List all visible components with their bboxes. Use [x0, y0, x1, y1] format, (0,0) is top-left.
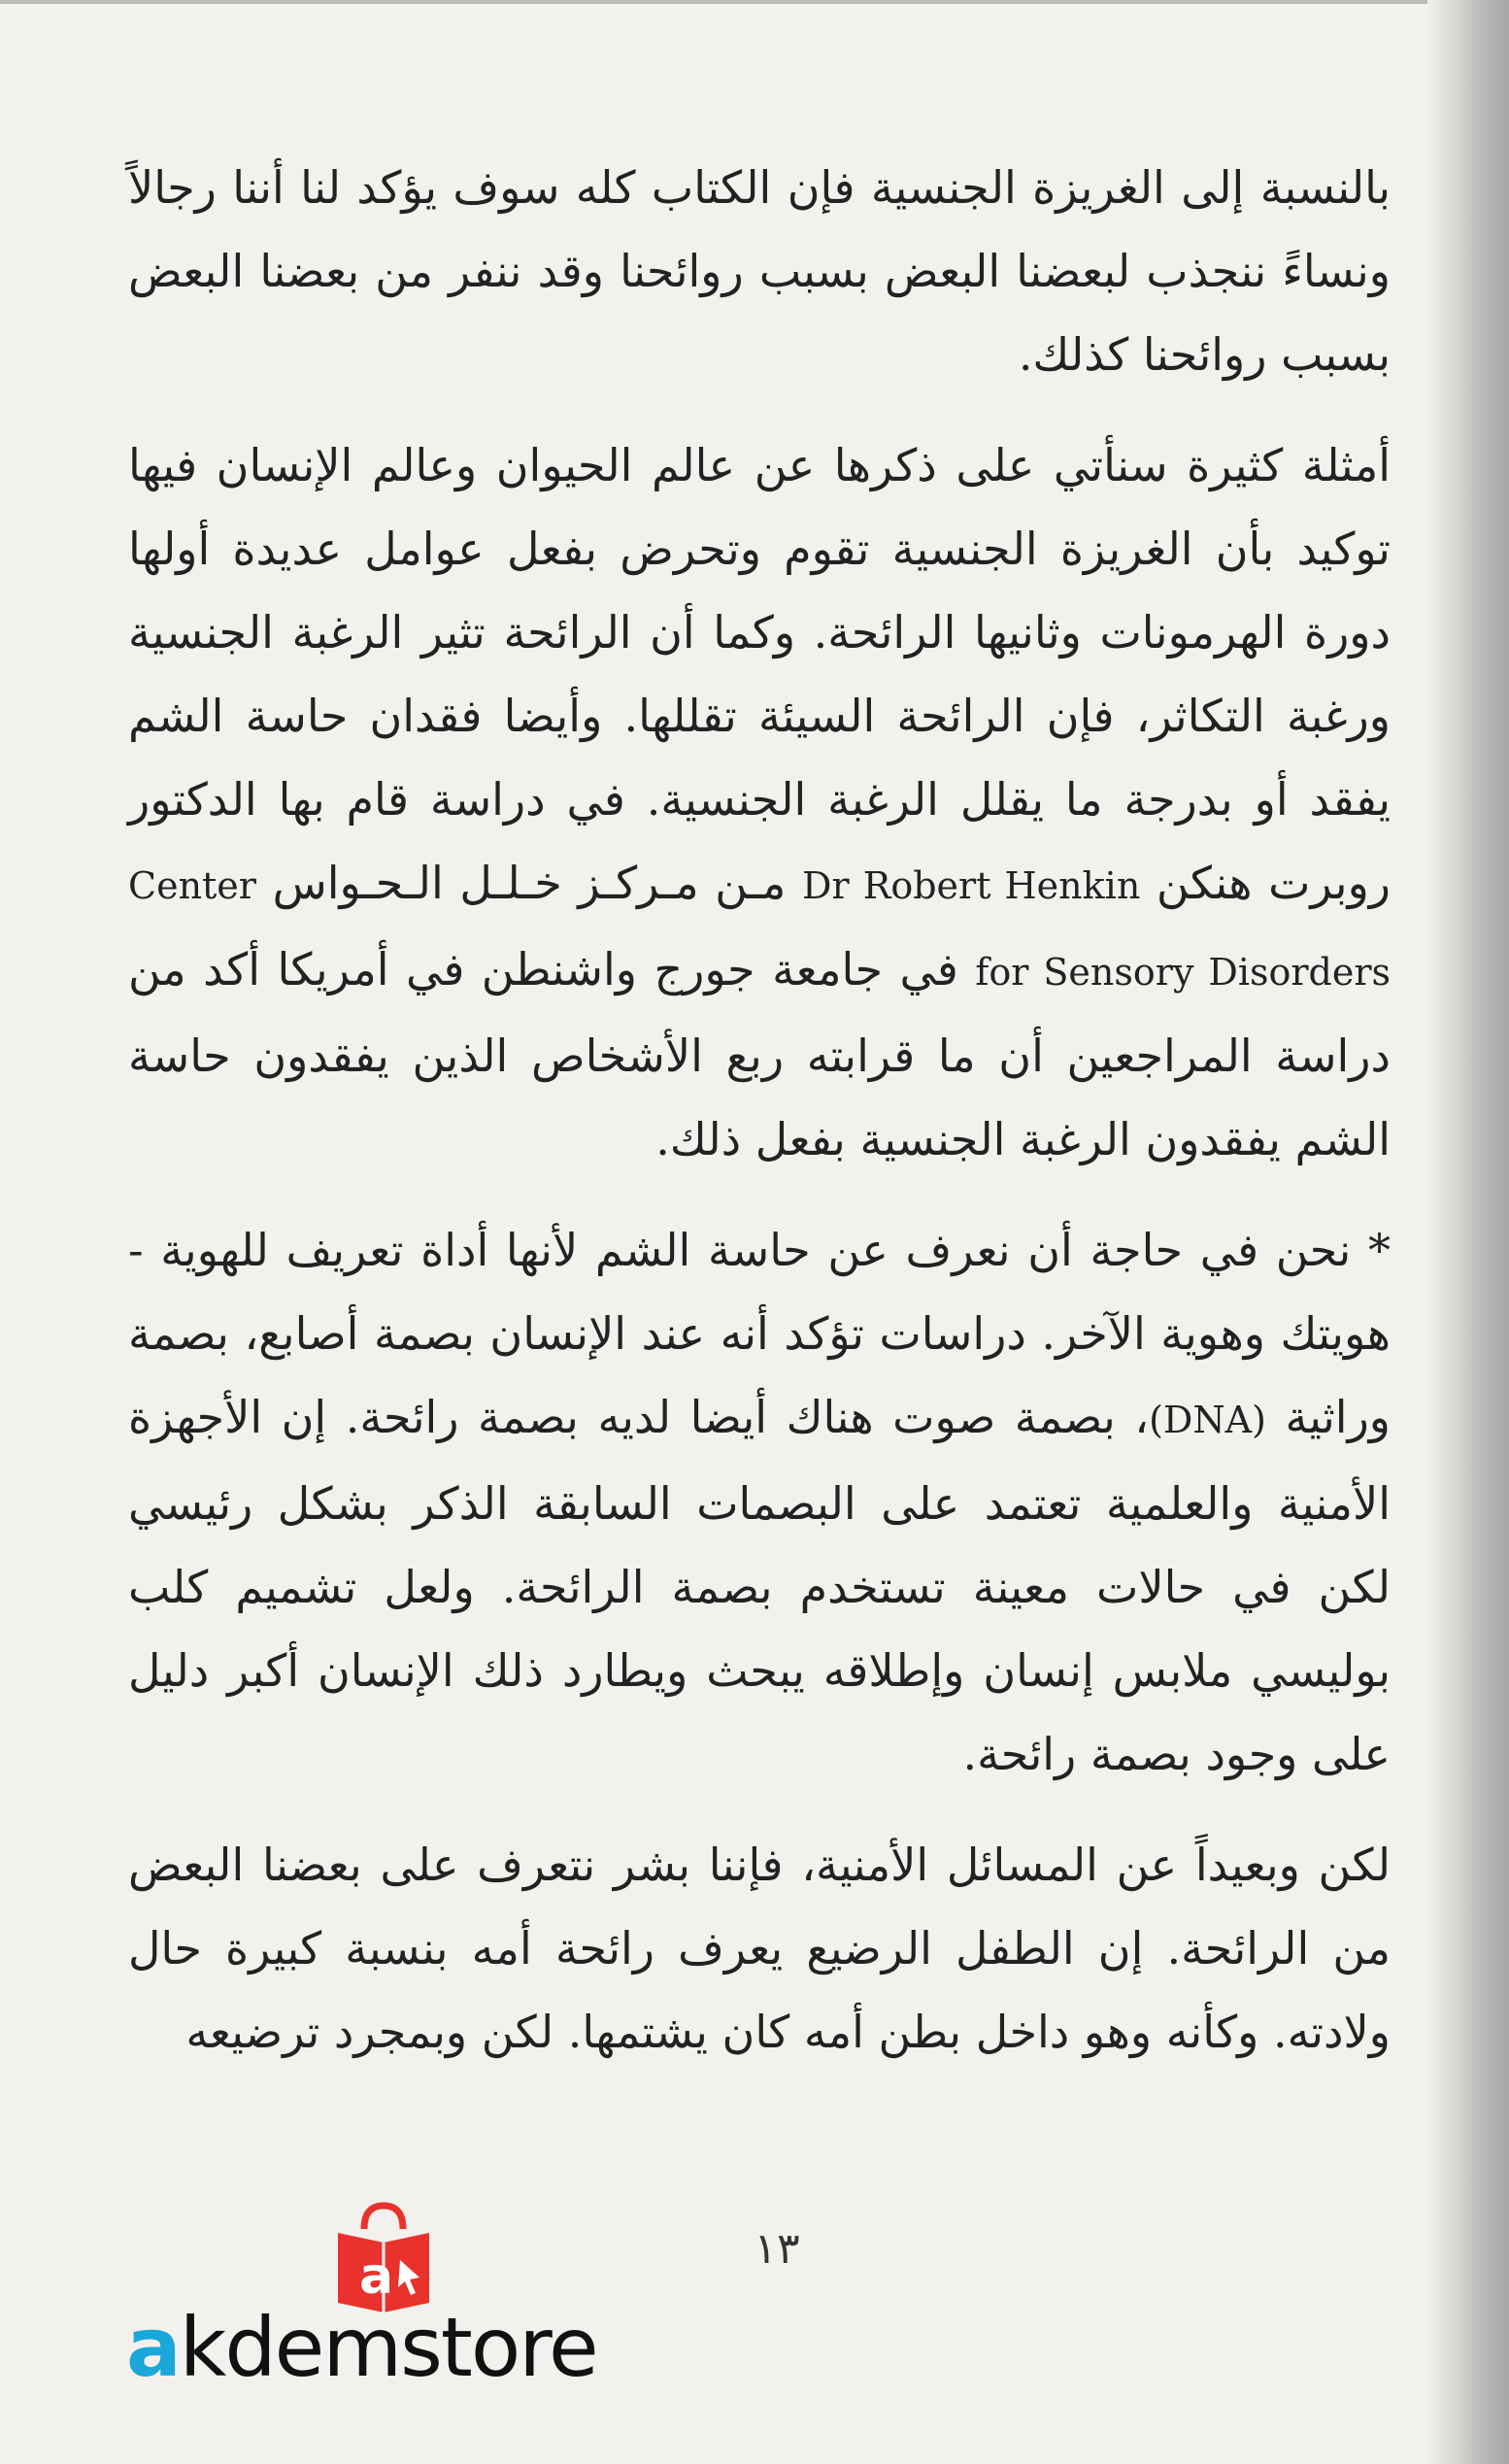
akdemstore-logo: [126, 2200, 651, 2394]
paragraph-3-continuation: ، بصمة صوت هناك أيضا لديه بصمة رائحة. إن الأجهزة الأمنية والعلمية تعتمد على البصمات السابقة الذكر بشكل رئيسي لكن في حالات معينة تستخدم بصمة الرائحة. ولعل تشميم كلب بوليسي ملابس إنسان وإطلاقه يبحث ويطارد ذلك الإنسان أكبر دليل على وجود بصمة رائحة.: [128, 1391, 1391, 1780]
page-top-edge: [0, 0, 1509, 4]
logo-letter-a: a: [126, 2300, 180, 2395]
paragraph-2-continuation: في جامعة جورج واشنطن في أمريكا أكد من دراسة المراجعين أن ما قرابته ربع الأشخاص الذين يفقدون حاسة الشم يفقدون الرغبة الجنسية بفعل ذلك.: [128, 943, 1391, 1165]
svg-text:a: a: [359, 2247, 394, 2306]
latin-center: Center for Sensory Disorders: [128, 864, 1391, 994]
latin-dna: (DNA): [1149, 1399, 1266, 1441]
paragraph-3: [128, 1208, 1391, 1796]
paragraph-3-text: * نحن في حاجة أن نعرف عن حاسة الشم لأنها أداة تعريف للهوية - هويتك وهوية الآخر. دراسات تؤكد أنه عند الإنسان بصمة أصابع، بصمة وراثية: [128, 1224, 1391, 1443]
paragraph-2: [128, 423, 1391, 1181]
paragraph-2-text: أمثلة كثيرة سنأتي على ذكرها عن عالم الحيوان وعالم الإنسان فيها توكيد بأن الغريزة الجنسية تقوم وتحرض بفعل عوامل عديدة أولها دورة الهرمونات وثانيها الرائحة. وكما أن الرائحة تثير الرغبة الجنسية ورغبة التكاثر، فإن الرائحة السيئة تقللها. وأيضا فقدان حاسة الشم يفقد أو بدرجة ما يقلل الرغبة الجنسية. في دراسة قام بها الدكتور روبرت هنكن: [128, 439, 1392, 909]
page-body-text: [128, 146, 1391, 2074]
logo-letters-rest: kdemstore: [179, 2300, 597, 2395]
page-number: ١٣: [754, 2224, 800, 2274]
page-binding-shadow: [1427, 0, 1509, 2464]
latin-name: Dr Robert Henkin: [802, 864, 1141, 907]
paragraph-2-center-prefix: مـن مـركـز خـلـل الـحـواس: [272, 857, 787, 909]
shopping-bag-book-icon: [330, 2200, 437, 2316]
paragraph-1: بالنسبة إلى الغريزة الجنسية فإن الكتاب كله سوف يؤكد لنا أننا رجالاً ونساءً ننجذب لبعضنا البعض بسبب روائحنا وقد ننفر من بعضنا البعض بسبب روائحنا كذلك.: [128, 161, 1391, 381]
logo-wordmark: [126, 2300, 651, 2395]
paragraph-4: لكن وبعيداً عن المسائل الأمنية، فإننا بشر نتعرف على بعضنا البعض من الرائحة. إن الطفل الرضيع يعرف رائحة أمه بنسبة كبيرة حال ولادته. وكأنه وهو داخل بطن أمه كان يشتمها. لكن وبمجرد ترضيعه: [128, 1839, 1392, 2058]
